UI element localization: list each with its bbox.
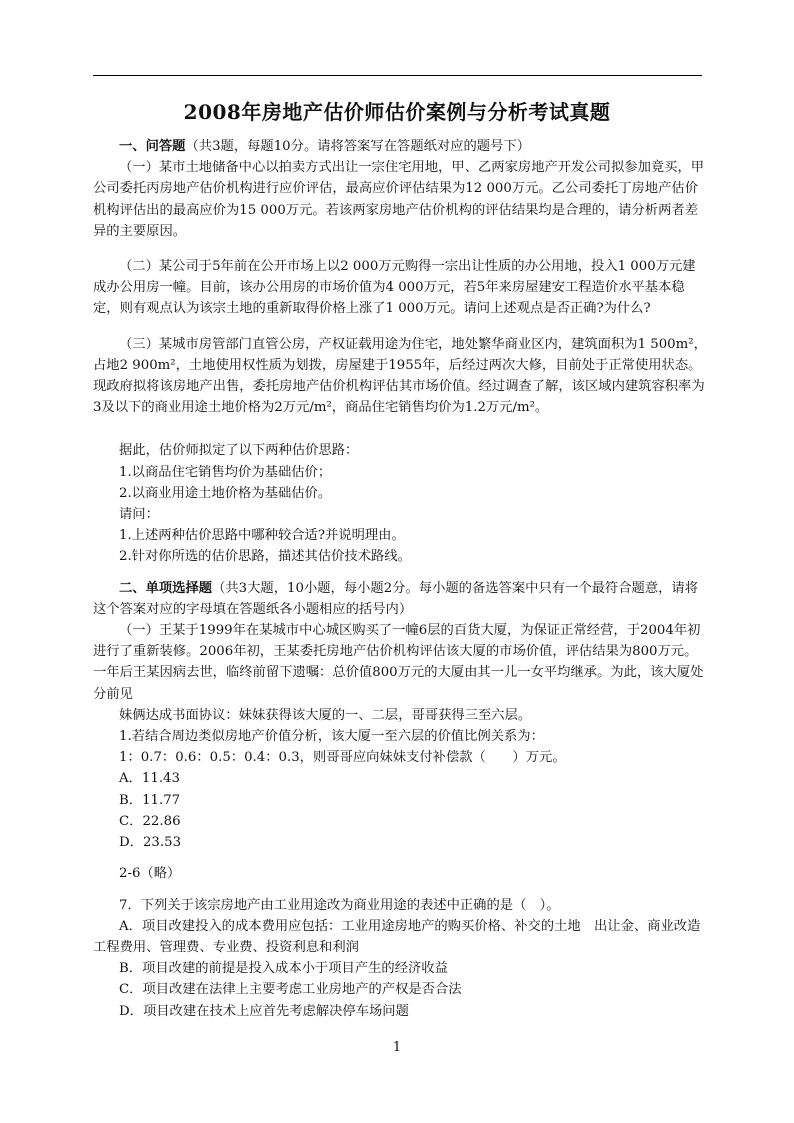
option-d: D．项目改建在技术上应首先考虑解决停车场问题 bbox=[119, 1003, 409, 1019]
option-b: B．项目改建的前提是投入成本小于项目产生的经济收益 bbox=[119, 961, 448, 977]
page-number: 1 bbox=[392, 1040, 402, 1055]
question-1: （一）某市土地储备中心以拍卖方式出让一宗住宅用地，甲、乙两家房地产开发公司拟参加竟买，甲公司委托丙房地产估价机构进行应价评估，最高应价评估结果为12 000万元。乙公司委托丁房地产估价机构评估出的最高应价为15 000万元。若该两家房地产估价机构的评估结果均是合理的，请分析两者差异的主要原因。 bbox=[93, 160, 705, 239]
section-2-heading: 二、单项选择题 bbox=[119, 580, 213, 596]
document-body bbox=[93, 136, 708, 1022]
case-1-tail: 妹俩达成书面协议：妹妹获得该大厦的一、二层，哥哥获得三至六层。 bbox=[119, 707, 532, 723]
q3-line: 2.针对你所选的估价思路，描述其估价技术路线。 bbox=[119, 549, 411, 565]
option-c: C．22.86 bbox=[119, 813, 181, 829]
option-a: A．项目改建投入的成本费用应包括：工业用途房地产的购买价格、补交的土地 出让金、商业改造工程费用、管理费、专业费、投资利息和利润 bbox=[93, 918, 701, 955]
q3-line: 1.以商品住宅销售均价为基础估价； bbox=[119, 464, 332, 480]
section-2-note: （共3大题，10小题，每小题2分。每小题的备选答案中只有一个最符合题意，请将这个答案对应的字母填在答题纸各小题相应的括号内） bbox=[93, 580, 699, 617]
q3-line: 请问： bbox=[119, 507, 159, 523]
option-b: B．11.77 bbox=[119, 792, 181, 808]
section-2-heading-line bbox=[93, 578, 708, 620]
section-1-heading-line bbox=[93, 136, 708, 157]
mc-question-7-stem: 7．下列关于该宗房地产由工业用途改为商业用途的表述中正确的是（ ）。 bbox=[119, 897, 560, 913]
header-rule bbox=[93, 75, 702, 76]
q3-line: 2.以商业用途土地价格为基础估价。 bbox=[119, 485, 332, 501]
question-2: （二）某公司于5年前在公开市场上以2 000万元购得一宗出让性质的办公用地，投入1 000万元建成办公用房一幢。目前，该办公用房的市场价值为4 000万元，若5年来房屋建安工程造价水平基本稳定，则有观点认为该宗土地的重新取得价格上涨了1 000万元。请问上述观点是否正确?为什么? bbox=[93, 259, 696, 317]
option-c: C．项目改建在法律上主要考虑工业房地产的产权是否合法 bbox=[119, 982, 462, 998]
section-1-heading: 一、问答题 bbox=[119, 139, 186, 154]
case-1-text: （一）王某于1999年在某城市中心城区购买了一幢6层的百货大厦，为保证正常经营，于2004年初进行了重新装修。2006年初，王某委托房地产估价机构评估该大厦的市场价值，评估结果为800万元。一年后王某因病去世，临终前留下遗嘱：总价值800万元的大厦由其一儿一女平均继承。为此，该大厦处分前见 bbox=[93, 623, 704, 702]
section-1-note: （共3题，每题10分。请将答案写在答题纸对应的题号下） bbox=[185, 139, 530, 154]
omitted-questions: 2-6（略） bbox=[119, 866, 181, 882]
q3-line: 1.上述两种估价思路中哪种较合适?并说明理由。 bbox=[119, 528, 405, 544]
mc-question-1-stem: 1.若结合周边类似房地产价值分析，该大厦一至六层的价值比例关系为： bbox=[119, 729, 544, 745]
option-d: D．23.53 bbox=[119, 835, 182, 851]
page-title: 2008年房地产估价师估价案例与分析考试真题 bbox=[183, 100, 611, 124]
option-a: A．11.43 bbox=[119, 771, 180, 787]
question-3: （三）某城市房管部门直管公房，产权证载用途为住宅，地处繁华商业区内，建筑面积为1 500m²，占地2 900m²，土地使用权性质为划拨，房屋建于1955年，后经过两次大修，目前处于正常使用状态。现政府拟将该房地产出售，委托房地产估价机构评估其市场价值。经过调查了解，该区域内建筑容积率为3及以下的商业用途土地价格为2万元/m²，商品住宅销售均价为1.2万元/m²。 bbox=[93, 336, 707, 416]
mc-question-1-ratio: 1：0.7：0.6：0.5：0.4：0.3，则哥哥应向妹妹支付补偿款（ ）万元。 bbox=[119, 750, 566, 766]
q3-line: 据此，估价师拟定了以下两种估价思路： bbox=[119, 443, 359, 459]
